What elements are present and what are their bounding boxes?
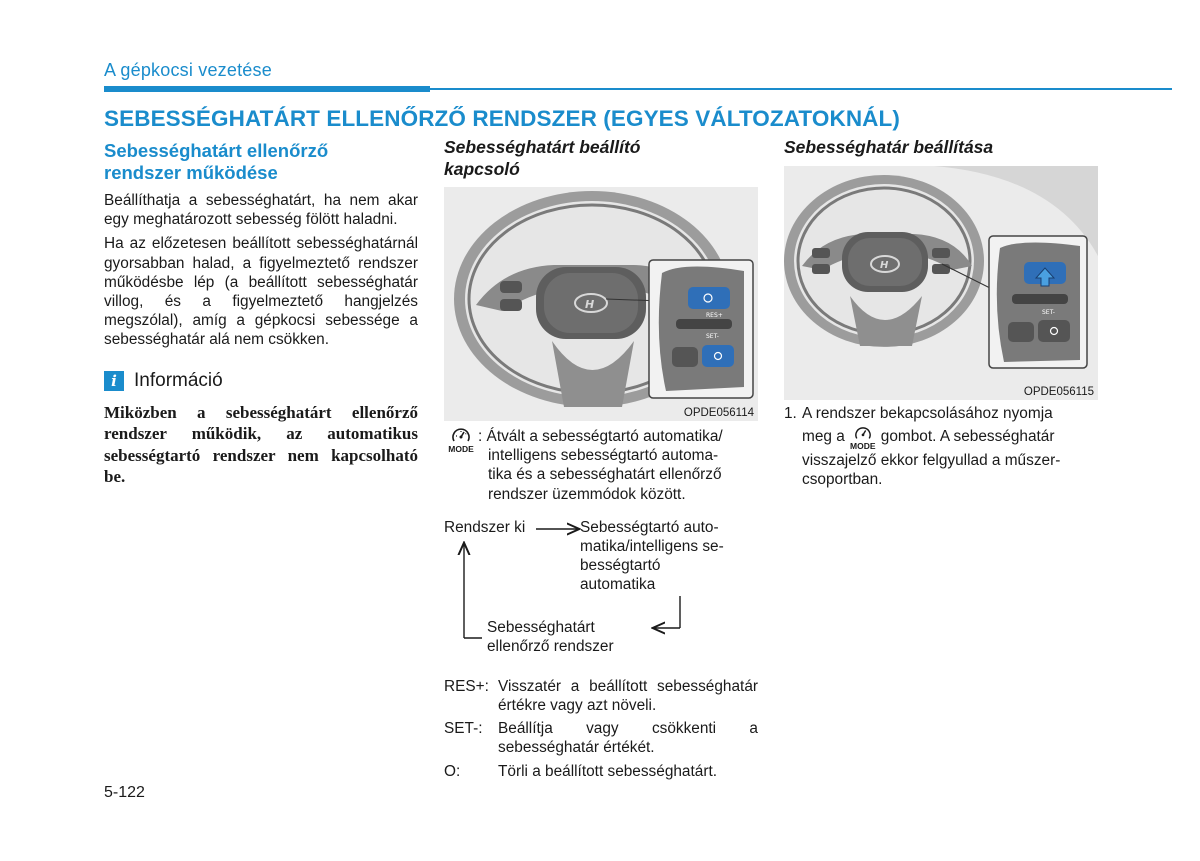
step-line-2 <box>784 426 1098 451</box>
button-definitions <box>444 677 758 781</box>
svg-text:SET-: SET- <box>706 333 719 340</box>
mode-desc-line-1: : Átvált a sebességtartó automatika/ <box>478 428 723 445</box>
svg-text:H: H <box>880 260 889 271</box>
info-body: Miközben a sebességhatárt ellenőrző rendszer működik, az automatikus sebességtartó rendszer nem kapcsolható be. <box>104 402 418 487</box>
flow-state-off: Rendszer ki <box>444 518 526 536</box>
steering-wheel-figure-1 <box>444 187 758 421</box>
mode-desc-line-4: rendszer üzemmódok között. <box>488 485 686 503</box>
page-title: SEBESSÉGHATÁRT ELLENŐRZŐ RENDSZER (EGYES VÁLTOZATOKNÁL) <box>104 106 900 131</box>
step-line-4: csoportban. <box>802 471 883 489</box>
column-3 <box>784 136 1098 490</box>
steering-wheel-illustration <box>784 166 1098 400</box>
steering-wheel-figure-2 <box>784 166 1098 400</box>
mode-desc-line-3: tika és a sebességhatárt ellenőrző <box>488 466 722 484</box>
steering-wheel-illustration <box>444 187 758 421</box>
flow-cruise-line-3: bességtartó <box>580 557 661 575</box>
def-term: O: <box>444 762 461 780</box>
figure-code-1: OPDE056114 <box>683 407 754 419</box>
mode-description <box>444 427 758 504</box>
def-term: RES+: <box>444 677 489 695</box>
mode-cycle-diagram <box>444 518 758 663</box>
mode-desc-line-2: intelligens sebességtartó automa- <box>488 447 719 465</box>
speedometer-mode-icon <box>444 427 478 504</box>
mode-label: MODE <box>448 444 474 454</box>
svg-text:SET-: SET- <box>1042 309 1055 316</box>
switch-heading <box>444 136 758 180</box>
speedometer-mode-icon <box>845 426 881 451</box>
step-line-3: visszajelző ekkor felgyullad a műszer- <box>802 452 1061 470</box>
section-subheading <box>104 140 418 184</box>
flow-cruise-line-1: Sebességtartó auto- <box>580 518 719 536</box>
def-desc: Visszatér a beállított sebességhatár értékre vagy azt növeli. <box>498 677 758 715</box>
step-number: 1. <box>784 405 797 422</box>
flow-limit-line-1: Sebességhatárt <box>487 618 595 636</box>
step-line-2b: gombot. A sebességhatár <box>880 428 1055 446</box>
flow-state-cruise <box>580 518 724 595</box>
section-header: A gépkocsi vezetése <box>104 60 272 80</box>
info-title: Információ <box>134 369 223 391</box>
def-row-set <box>444 719 758 757</box>
def-term: SET-: <box>444 720 483 738</box>
switch-heading-line-2: kapcsoló <box>444 159 520 179</box>
def-row-res <box>444 677 758 715</box>
def-row-cancel <box>444 762 758 781</box>
figure-code-2: OPDE056115 <box>1023 386 1094 398</box>
header-rule-thick <box>104 86 430 92</box>
mode-label: MODE <box>850 441 876 452</box>
header-rule-thin <box>430 88 1172 90</box>
svg-text:RES+: RES+ <box>706 312 723 319</box>
flow-state-limit <box>487 618 614 656</box>
step-line-1: A rendszer bekapcsolásához nyomja <box>802 405 1053 422</box>
paragraph-1: Beállíthatja a sebességhatárt, ha nem akar egy meghatározott sebesség fölött haladni. <box>104 192 418 229</box>
def-desc: Törli a beállított sebességhatárt. <box>498 762 718 780</box>
column-2 <box>444 136 758 781</box>
flow-cruise-line-4: automatika <box>580 576 656 594</box>
column-1 <box>104 140 418 488</box>
switch-heading-line-1: Sebességhatárt beállító <box>444 137 641 157</box>
info-box-header <box>104 370 418 392</box>
flow-limit-line-2: ellenőrző rendszer <box>487 638 614 656</box>
step-line-2a: meg a <box>802 428 845 446</box>
subheading-line-1: Sebességhatárt ellenőrző <box>104 140 329 161</box>
info-icon: i <box>104 371 124 391</box>
page-number: 5-122 <box>104 784 145 801</box>
subheading-line-2: rendszer működése <box>104 162 278 183</box>
flow-cruise-line-2: matika/intelligens se- <box>580 538 724 556</box>
setting-heading: Sebességhatár beállítása <box>784 137 994 157</box>
svg-text:H: H <box>585 298 595 311</box>
def-desc: Beállítja vagy csökkenti a sebességhatár értékét. <box>498 720 758 757</box>
step-1 <box>784 404 1098 490</box>
paragraph-2: Ha az előzetesen beállított sebességhatárnál gyorsabban halad, a figyelmeztető rendszer működésbe lép (a beállított sebességhatár villog, és a figyelmeztető hangjelzés megszólal), amíg a gépkocsi sebessége a sebességhatár alá nem csökken. <box>104 235 418 349</box>
